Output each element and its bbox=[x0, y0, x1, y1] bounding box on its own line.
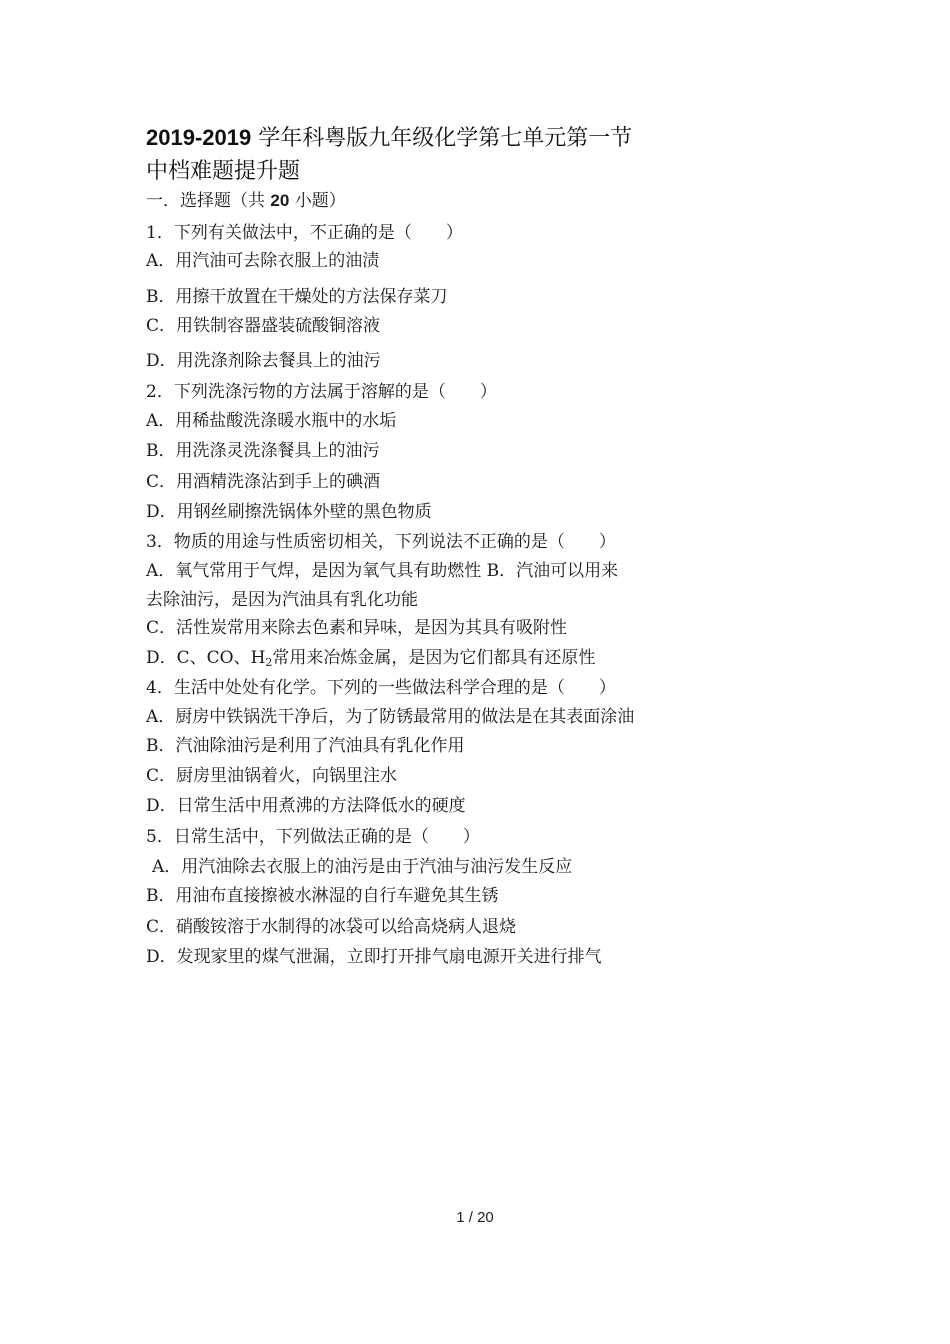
question-4-option-b: B．汽油除油污是利用了汽油具有乳化作用 bbox=[146, 736, 465, 756]
question-4-stem: 4．生活中处处有化学。下列的一些做法科学合理的是（ ） bbox=[146, 678, 616, 698]
question-3-stem: 3．物质的用途与性质密切相关，下列说法不正确的是（ ） bbox=[146, 532, 616, 552]
question-5-option-d: D．发现家里的煤气泄漏，立即打开排气扇电源开关进行排气 bbox=[146, 947, 602, 967]
question-5-option-b: B．用油布直接擦被水淋湿的自行车避免其生锈 bbox=[146, 886, 499, 906]
title-year-range: 2019-2019 bbox=[146, 125, 252, 150]
question-4-option-d: D．日常生活中用煮沸的方法降低水的硬度 bbox=[146, 796, 466, 816]
question-4-option-c: C．厨房里油锅着火，向锅里注水 bbox=[146, 766, 398, 786]
question-2-option-a: A．用稀盐酸洗涤暖水瓶中的水垢 bbox=[146, 411, 397, 431]
question-5-stem: 5．日常生活中，下列做法正确的是（ ） bbox=[146, 827, 480, 847]
section-suffix: 小题） bbox=[294, 191, 346, 211]
question-1-option-d: D．用洗涤剂除去餐具上的油污 bbox=[146, 351, 381, 371]
question-3-option-c: C．活性炭常用来除去色素和异味，是因为其具有吸附性 bbox=[146, 618, 568, 638]
section-heading bbox=[146, 190, 346, 212]
h2-subscript: 2 bbox=[265, 656, 273, 669]
section-prefix: 一．选择题（共 bbox=[146, 191, 265, 211]
question-1-option-c: C．用铁制容器盛装硫酸铜溶液 bbox=[146, 316, 381, 336]
question-5-option-c: C．硝酸铵溶于水制得的冰袋可以给高烧病人退烧 bbox=[146, 917, 517, 937]
question-4-option-a: A．厨房中铁锅洗干净后，为了防锈最常用的做法是在其表面涂油 bbox=[146, 707, 635, 727]
question-2-option-b: B．用洗涤灵洗涤餐具上的油污 bbox=[146, 441, 380, 461]
section-count: 20 bbox=[270, 191, 290, 210]
question-1-stem: 1．下列有关做法中，不正确的是（ ） bbox=[146, 223, 463, 243]
question-3-options-ab-line-1: A．氧气常用于气焊，是因为氧气具有助燃性 B．汽油可以用来 bbox=[146, 561, 619, 581]
page-indicator: 1 / 20 bbox=[456, 1209, 494, 1226]
document-title-line-2: 中档难题提升题 bbox=[146, 159, 301, 184]
question-2-option-c: C．用酒精洗涤沾到手上的碘酒 bbox=[146, 472, 381, 492]
question-2-option-d: D．用钢丝刷擦洗锅体外壁的黑色物质 bbox=[146, 502, 432, 522]
question-1-option-a: A．用汽油可去除衣服上的油渍 bbox=[146, 251, 380, 271]
question-5-option-a: A．用汽油除去衣服上的油污是由于汽油与油污发生反应 bbox=[152, 857, 573, 877]
title-text: 学年科粤版九年级化学第七单元第一节 bbox=[258, 126, 633, 151]
question-2-stem: 2．下列洗涤污物的方法属于溶解的是（ ） bbox=[146, 382, 497, 402]
question-3-option-d bbox=[146, 647, 595, 674]
option-d-prefix: D．C、CO、H bbox=[146, 648, 266, 668]
option-d-suffix: 常用来冶炼金属，是因为它们都具有还原性 bbox=[272, 648, 596, 668]
document-title-line-1 bbox=[146, 124, 632, 153]
question-3-options-ab-line-2: 去除油污，是因为汽油具有乳化功能 bbox=[146, 590, 418, 610]
question-1-option-b: B．用擦干放置在干燥处的方法保存菜刀 bbox=[146, 287, 448, 307]
